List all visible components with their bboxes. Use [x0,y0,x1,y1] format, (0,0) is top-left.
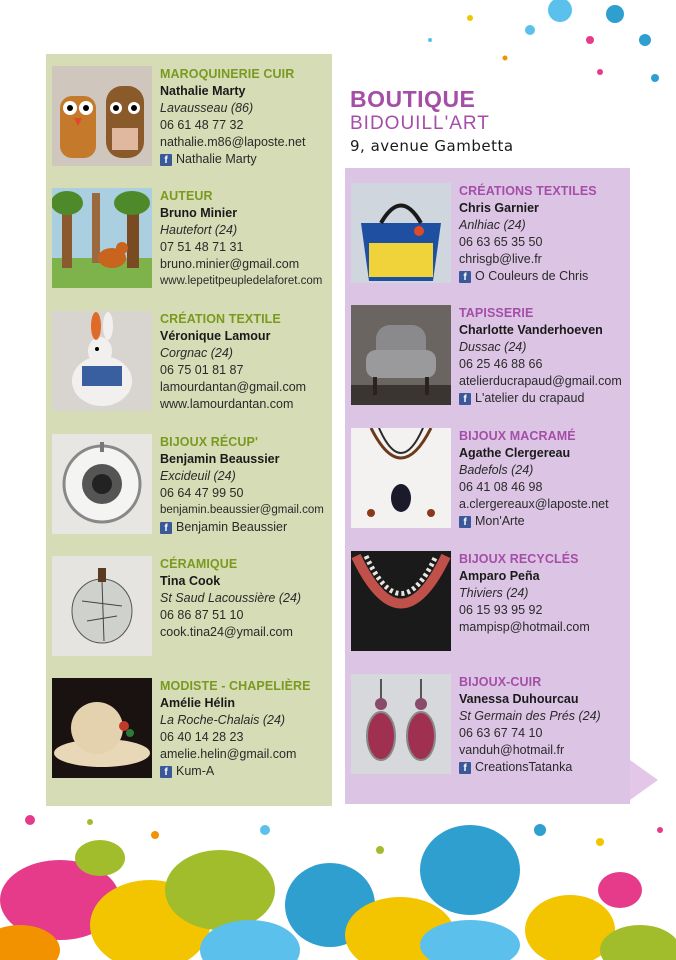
entry-facebook[interactable] [459,390,639,407]
entry-email[interactable]: amelie.helin@gmail.com [160,747,297,761]
entry-location: Anlhiac (24) [459,218,526,232]
boutique-header [350,86,514,155]
entry-location: Hautefort (24) [160,223,238,237]
entry-category: CRÉATIONS TEXTILES [459,184,597,198]
entry-facebook[interactable] [160,151,340,168]
entry-name: Benjamin Beaussier [160,452,280,466]
next-page-arrow-icon[interactable] [630,760,658,800]
entry-location: Corgnac (24) [160,346,233,360]
entry-email[interactable]: lamourdantan@gmail.com [160,380,307,394]
entry-category: MODISTE - CHAPELIÈRE [160,679,311,693]
entry-location: St Saud Lacoussière (24) [160,591,302,605]
entry-name: Amélie Hélin [160,696,236,710]
entry-category: TAPISSERIE [459,306,534,320]
entry-location: La Roche-Chalais (24) [160,713,286,727]
entry-category: BIJOUX MACRAMÉ [459,429,576,443]
entry-facebook[interactable] [459,268,639,285]
entry-location: Thiviers (24) [459,586,529,600]
facebook-label[interactable]: Benjamin Beaussier [176,520,288,534]
facebook-icon: f [160,766,172,778]
facebook-label[interactable]: Nathalie Marty [176,152,257,166]
entry-name: Vanessa Duhourcau [459,692,579,706]
entry-facebook[interactable] [160,763,340,780]
boutique-address: 9, avenue Gambetta [350,137,514,155]
entry-category: CÉRAMIQUE [160,557,238,571]
entry-website[interactable]: www.lepetitpeupledelaforet.com [160,275,323,287]
entry-category: BIJOUX RECYCLÉS [459,552,579,566]
entry-email[interactable]: atelierducrapaud@gmail.com [459,374,622,388]
facebook-icon: f [459,762,471,774]
chainmail-collar-image [351,551,451,651]
entry-email[interactable]: nathalie.m86@laposte.net [160,135,306,149]
straw-hat-image [52,678,152,778]
entry-name: Nathalie Marty [160,84,246,98]
entry-category: MAROQUINERIE CUIR [160,67,295,81]
boutique-title: BOUTIQUE [350,86,476,112]
entry-name: Tina Cook [160,574,221,588]
upholstered-armchair-image [351,305,451,405]
entry-facebook[interactable] [459,759,639,776]
entry-name: Amparo Peña [459,569,540,583]
entry-location: Dussac (24) [459,340,527,354]
entry-name: Charlotte Vanderhoeven [459,323,603,337]
entry-phone[interactable]: 06 41 08 46 98 [459,480,543,494]
entry-phone[interactable]: 06 63 67 74 10 [459,726,543,740]
entry-phone[interactable]: 06 15 93 95 92 [459,603,543,617]
entry-email[interactable]: a.clergereaux@laposte.net [459,497,609,511]
entry-phone[interactable]: 06 25 46 88 66 [459,357,543,371]
facebook-label[interactable]: O Couleurs de Chris [475,269,589,283]
entry-location: St Germain des Prés (24) [459,709,601,723]
entry-category: AUTEUR [160,189,213,203]
entry-name: Chris Garnier [459,201,539,215]
entry-phone[interactable]: 06 40 14 28 23 [160,730,244,744]
entry-facebook[interactable] [459,513,639,530]
entry-phone[interactable]: 06 63 65 35 50 [459,235,543,249]
leather-earrings-image [351,674,451,774]
facebook-icon: f [160,154,172,166]
facebook-icon: f [160,522,172,534]
fabric-tote-bag-image [351,183,451,283]
facebook-label[interactable]: Mon'Arte [475,514,525,528]
entry-email[interactable]: bruno.minier@gmail.com [160,257,300,271]
entry-location: Excideuil (24) [160,469,236,483]
raku-ceramic-head-image [52,556,152,656]
entry-name: Agathe Clergereau [459,446,571,460]
entry-email[interactable]: vanduh@hotmail.fr [459,743,565,757]
facebook-label[interactable]: L'atelier du crapaud [475,391,585,405]
entry-phone[interactable]: 06 86 87 51 10 [160,608,244,622]
entry-email[interactable]: cook.tina24@ymail.com [160,625,293,639]
entry-phone[interactable]: 06 61 48 77 32 [160,118,244,132]
entry-category: BIJOUX-CUIR [459,675,542,689]
facebook-icon: f [459,393,471,405]
boutique-name: BIDOUILL'ART [350,113,490,134]
entry-email[interactable]: benjamin.beaussier@gmail.com [160,504,324,516]
entry-phone[interactable]: 06 64 47 99 50 [160,486,244,500]
entry-facebook[interactable] [160,519,340,536]
facebook-icon: f [459,271,471,283]
entry-location: Lavausseau (86) [160,101,254,115]
leather-owl-dolls-image [52,66,152,166]
entry-website[interactable]: www.lamourdantan.com [160,397,294,411]
textile-rabbit-doll-image [52,311,152,411]
entry-category: CRÉATION TEXTILE [160,312,281,326]
entry-category: BIJOUX RÉCUP' [160,435,259,449]
facebook-icon: f [459,516,471,528]
facebook-label[interactable]: CreationsTatanka [475,760,573,774]
entry-email[interactable]: mampisp@hotmail.com [459,620,590,634]
entry-location: Badefols (24) [459,463,534,477]
facebook-label[interactable]: Kum-A [176,764,215,778]
entry-phone[interactable]: 07 51 48 71 31 [160,240,244,254]
entry-name: Véronique Lamour [160,329,271,343]
macrame-necklace-image [351,428,451,528]
entry-email[interactable]: chrisgb@live.fr [459,252,542,266]
forest-squirrel-illustration-image [52,188,152,288]
entry-name: Bruno Minier [160,206,238,220]
watch-part-jewel-image [52,434,152,534]
entry-phone[interactable]: 06 75 01 81 87 [160,363,244,377]
